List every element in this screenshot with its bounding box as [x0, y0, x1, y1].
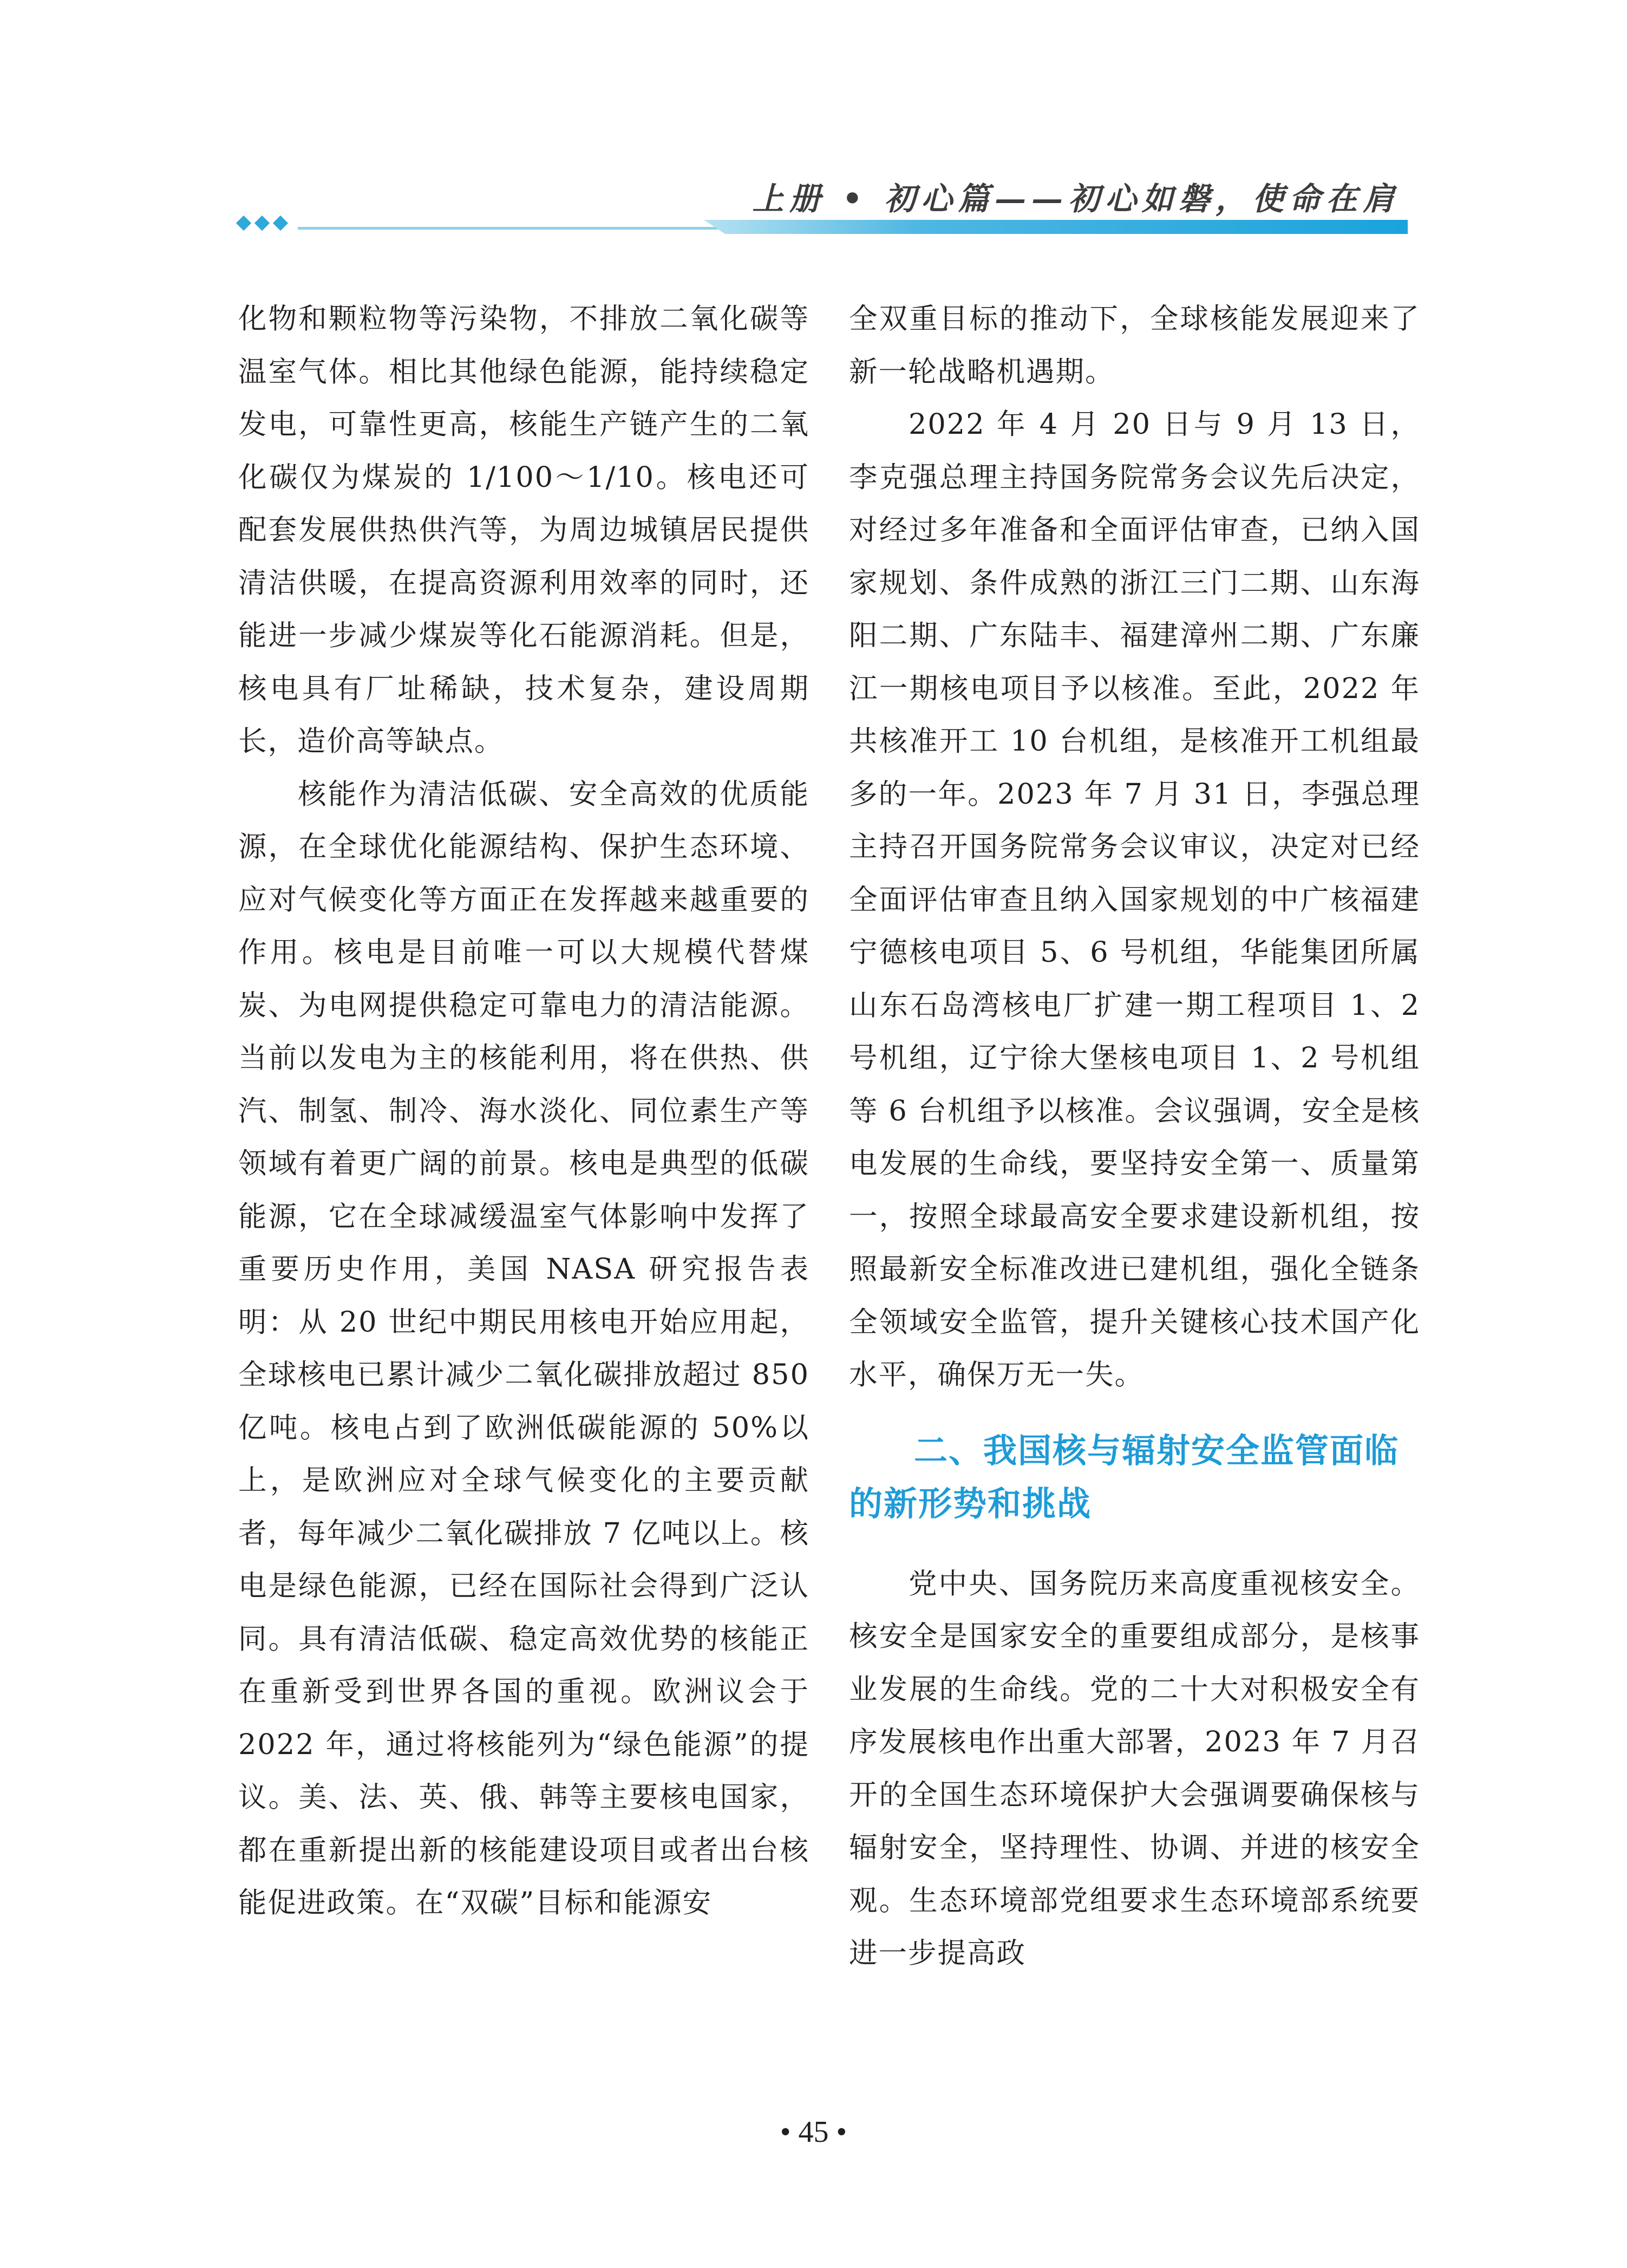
diamond-icon [254, 216, 270, 231]
right-paragraph-3: 党中央、国务院历来高度重视核安全。核安全是国家安全的重要组成部分，是核事业发展的生命线。党的二十大对积极安全有序发展核电作出重大部署，2023 年 7 月召开的全国生态环境保护大会强调要确保核与辐射安全，坚持理性、协调、并进的核安全观。生态环境部党组要求生态环境部系统要进一步提高政 [849, 1567, 1420, 1970]
left-column [238, 292, 809, 1930]
diamond-icon [273, 216, 288, 231]
left-paragraph-1: 化物和颗粒物等污染物，不排放二氧化碳等温室气体。相比其他绿色能源，能持续稳定发电，可靠性更高，核能生产链产生的二氧化碳仅为煤炭的 1/100～1/10。核电还可配套发展供热供汽等，为周边城镇居民提供清洁供暖，在提高资源利用效率的同时，还能进一步减少煤炭等化石能源消耗。但是，核电具有厂址稀缺，技术复杂，建设周期长，造价高等缺点。 [238, 302, 809, 758]
left-paragraph-2: 核能作为清洁低碳、安全高效的优质能源，在全球优化能源结构、保护生态环境、应对气候变化等方面正在发挥越来越重要的作用。核电是目前唯一可以大规模代替煤炭、为电网提供稳定可靠电力的清洁能源。当前以发电为主的核能利用，将在供热、供汽、制氢、制冷、海水淡化、同位素生产等领域有着更广阔的前景。核电是典型的低碳能源，它在全球减缓温室气体影响中发挥了重要历史作用，美国 NASA 研究报告表明：从 20 世纪中期民用核电开始应用起，全球核电已累计减少二氧化碳排放超过 850 亿吨。核电占到了欧洲低碳能源的 50%以上，是欧洲应对全球气候变化的主要贡献者，每年减少二氧化碳排放 7 亿吨以上。核电是绿色能源，已经在国际社会得到广泛认同。具有清洁低碳、稳定高效优势的核能正在重新受到世界各国的重视。欧洲议会于 2022 年，通过将核能列为“绿色能源”的提议。美、法、英、俄、韩等主要核电国家，都在重新提出新的核能建设项目或者出台核能促进政策。在“双碳”目标和能源安 [238, 777, 809, 1919]
right-paragraph-2: 2022 年 4 月 20 日与 9 月 13 日，李克强总理主持国务院常务会议先后决定，对经过多年准备和全面评估审查，已纳入国家规划、条件成熟的浙江三门二期、山东海阳二期、广东陆丰、福建漳州二期、广东廉江一期核电项目予以核准。至此，2022 年共核准开工 10 台机组，是核准开工机组最多的一年。2023 年 7 月 31 日，李强总理主持召开国务院常务会议审议，决定对已经全面评估审查且纳入国家规划的中广核福建宁德核电项目 5、6 号机组，华能集团所属山东石岛湾核电厂扩建一期工程项目 1、2 号机组，辽宁徐大堡核电项目 1、2 号机组等 6 台机组予以核准。会议强调，安全是核电发展的生命线，要坚持安全第一、质量第一，按照全球最高安全要求建设新机组，按照最新安全标准改进已建机组，强化全链条全领域安全监管，提升关键核心技术国产化水平，确保万无一失。 [849, 408, 1420, 1391]
section-heading: 二、我国核与辐射安全监管面临的新形势和挑战 [849, 1430, 1400, 1523]
diamond-icon [236, 216, 251, 231]
header-decoration-bar [238, 223, 1408, 232]
right-paragraph-1: 全双重目标的推动下，全球核能发展迎来了新一轮战略机遇期。 [849, 302, 1420, 388]
running-header-title: 上册 • 初心篇——初心如磐，使命在肩 [752, 180, 1400, 217]
header-diamonds [238, 218, 286, 229]
page-number: • 45 • [780, 2115, 847, 2149]
right-column [849, 292, 1420, 1980]
header-color-block [704, 220, 1408, 234]
